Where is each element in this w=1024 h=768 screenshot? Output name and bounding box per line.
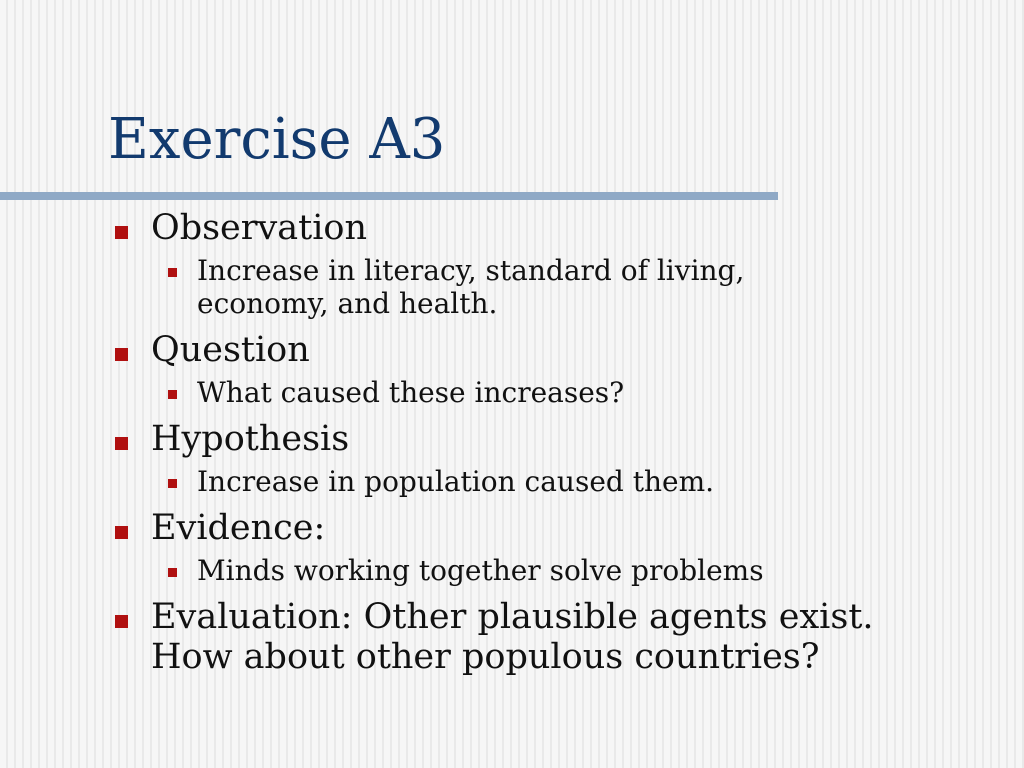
sub-bullet-text: Increase in population caused them. [197,465,715,498]
square-sub-bullet-icon [168,479,177,488]
bullet-hypothesis [113,419,993,498]
sub-bullet-list [151,465,993,498]
square-bullet-icon [115,526,128,539]
sub-bullet-item [151,465,837,498]
slide-title: Exercise A3 [108,107,446,172]
bullet-observation [113,208,993,320]
square-bullet-icon [115,437,128,450]
bullet-evaluation [113,597,951,677]
square-sub-bullet-icon [168,568,177,577]
sub-bullet-item [151,254,837,320]
sub-bullet-list [151,254,993,320]
sub-bullet-text: What caused these increases? [197,376,625,409]
square-bullet-icon [115,615,128,628]
bullet-evidence [113,508,993,587]
bullet-question [113,330,993,409]
bullet-label: Evaluation: Other plausible agents exist. How about other populous countries? [151,597,874,677]
sub-bullet-text: Increase in literacy, standard of living, economy, and health. [197,254,745,320]
sub-bullet-list [151,554,993,587]
square-bullet-icon [115,348,128,361]
square-sub-bullet-icon [168,390,177,399]
square-bullet-icon [115,226,128,239]
title-divider [0,192,778,200]
bullet-label: Question [151,330,310,370]
sub-bullet-list [151,376,993,409]
sub-bullet-item [151,554,837,587]
sub-bullet-item [151,376,837,409]
sub-bullet-text: Minds working together solve problems [197,554,764,587]
bullet-label: Hypothesis [151,419,350,459]
bullet-label: Observation [151,208,368,248]
bullet-list [113,208,993,687]
bullet-label: Evidence: [151,508,326,548]
square-sub-bullet-icon [168,268,177,277]
